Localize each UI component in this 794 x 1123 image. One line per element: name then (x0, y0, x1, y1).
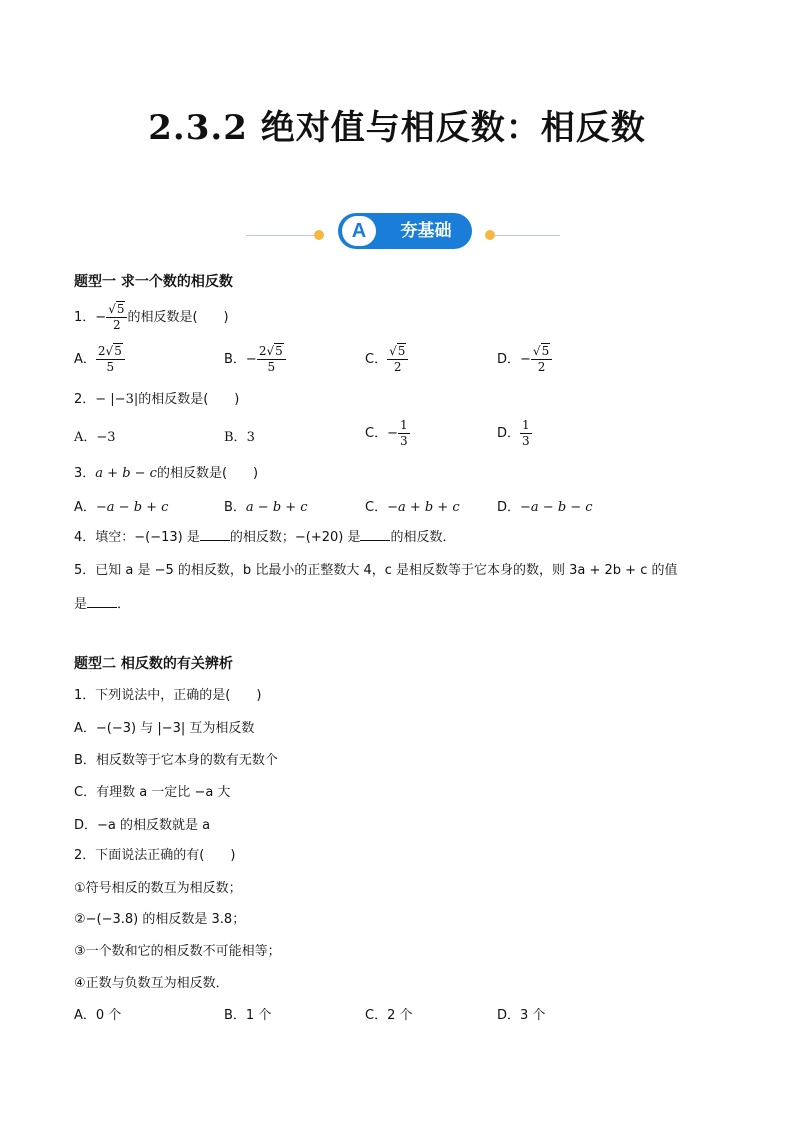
statement-1: ①符号相反的数互为相反数； (74, 881, 242, 896)
statement-2: ②−(−3.8) 的相反数是 3.8； (74, 912, 246, 927)
option-a: A．−a − b + c (74, 500, 169, 515)
option-a: A．0 个 (74, 1008, 122, 1023)
answer-blank[interactable] (87, 595, 117, 608)
option-c: C．有理数 a 一定比 −a 大 (74, 785, 231, 800)
option-b: B．a − b + c (224, 500, 308, 515)
banner-right-dot (485, 230, 495, 240)
question-number: 1． (74, 310, 96, 325)
option-b: B．− $\frac{2√5}{5}$ (224, 344, 286, 375)
question-2-1: 1．下列说法中，正确的是( ) (74, 688, 262, 703)
expression: a + b − c (95, 466, 157, 481)
banner-badge: A (342, 216, 376, 246)
option-a: A． $\frac{2√5}{5}$ (74, 344, 125, 375)
option-d: D．−a 的相反数就是 a (74, 818, 211, 833)
statement-3: ③一个数和它的相反数不可能相等； (74, 944, 281, 959)
option-b: B．相反数等于它本身的数有无数个 (74, 753, 278, 768)
question-1-4: 4．填空：−(−13) 是 的相反数；−(+20) 是 的相反数． (74, 530, 456, 545)
option-c: C． $\frac{√5}{2}$ (365, 344, 408, 375)
option-c: C．2 个 (365, 1008, 413, 1023)
question-1-1 (74, 302, 229, 333)
banner-label: 夯基础 (400, 221, 452, 241)
option-c: C．− $\frac{1}{3}$ (365, 418, 408, 448)
banner-left-line (246, 235, 314, 236)
section-heading-1: 题型一 求一个数的相反数 (74, 274, 233, 290)
banner-right-line (495, 235, 560, 236)
section-heading-2: 题型二 相反数的有关辨析 (74, 656, 233, 672)
option-a: A．−3 (74, 430, 116, 445)
option-b: B．3 (224, 430, 255, 445)
question-1-5-line2: 是 ． (74, 597, 131, 612)
page-title: 2.3.2 绝对值与相反数：相反数 (148, 108, 646, 148)
sign: − (95, 310, 107, 325)
option-a: A．−(−3) 与 |−3| 互为相反数 (74, 721, 255, 736)
question-1-2: 2．− |−3|的相反数是( ) (74, 392, 240, 407)
question-1-3: 3．a + b − c的相反数是( ) (74, 466, 259, 481)
answer-blank[interactable] (200, 528, 230, 541)
answer-blank[interactable] (360, 528, 390, 541)
option-b: B．1 个 (224, 1008, 272, 1023)
question-stem: 的相反数是( ) (127, 310, 229, 325)
question-1-5: 5．已知 a 是 −5 的相反数，b 比最小的正整数大 4，c 是相反数等于它本身的数，则 3a + 2b + c 的值 (74, 563, 678, 578)
option-d: D．−a − b − c (497, 500, 593, 515)
option-c: C．−a + b + c (365, 500, 460, 515)
question-2-2: 2．下面说法正确的有( ) (74, 848, 236, 863)
option-d: D．− $\frac{√5}{2}$ (497, 344, 552, 375)
statement-4: ④正数与负数互为相反数． (74, 976, 229, 991)
expression: − |−3| (95, 392, 139, 407)
option-d: D． $\frac{1}{3}$ (497, 418, 530, 448)
banner-left-dot (314, 230, 324, 240)
fraction: $\frac{√5}{2}$ (106, 302, 127, 333)
option-d: D．3 个 (497, 1008, 546, 1023)
